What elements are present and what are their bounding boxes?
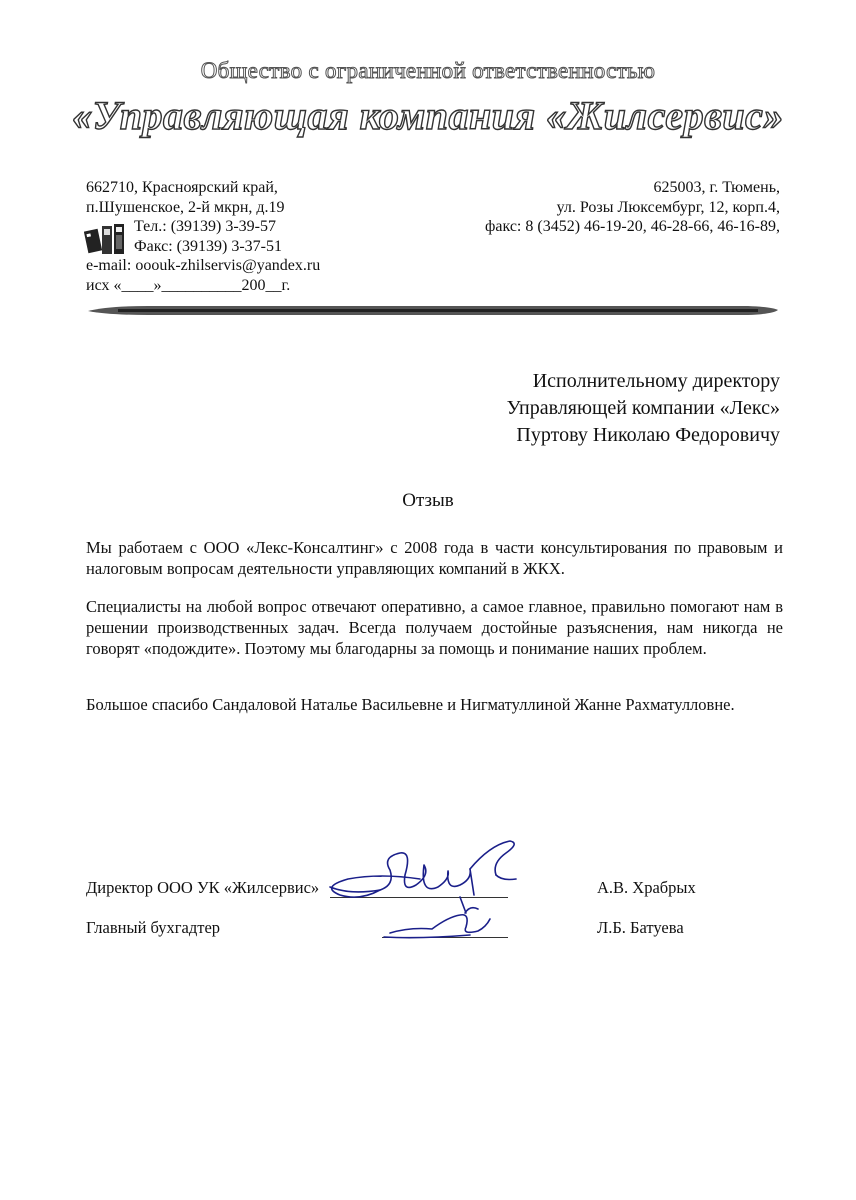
sender-address-line1: 662710, Красноярский край,	[86, 179, 278, 196]
director-name: А.В. Храбрых	[597, 878, 696, 897]
document-title: Отзыв	[402, 490, 454, 511]
director-label: Директор ООО УК «Жилсервис»	[86, 878, 320, 897]
body-paragraph-3: Большое спасибо Сандаловой Наталье Васильевне и Нигматуллиной Жанне Рахматулловне.	[86, 695, 735, 714]
body-paragraph-1: Мы работаем с ООО «Лекс-Консалтинг» с 2008 года в части консультирования по правовым и налоговым вопросам деятельности управляющих компаний в ЖКХ.	[86, 538, 783, 578]
recipient-address-line1: 625003, г. Тюмень,	[653, 179, 780, 196]
letterhead-org-name: «Управляющая компания «Жилсервис»	[72, 93, 784, 138]
addressee-position: Исполнительному директору	[532, 370, 780, 392]
accountant-name: Л.Б. Батуева	[597, 918, 684, 937]
outgoing-number: исх «____»__________200__г.	[86, 276, 291, 294]
addressee-name: Пуртову Николаю Федоровичу	[516, 424, 780, 446]
accountant-label: Главный бухгадтер	[86, 918, 221, 937]
addressee-block	[507, 368, 780, 449]
recipient-fax: факс: 8 (3452) 46-19-20, 46-28-66, 46-16-89,	[484, 218, 780, 235]
sender-email: e-mail: ooouk-zhilservis@yandex.ru	[86, 257, 321, 274]
recipient-address-line2: ул. Розы Люксембург, 12, корп.4,	[556, 198, 780, 216]
recipient-address	[485, 178, 780, 237]
phone-fax-icon	[84, 222, 126, 256]
letterhead-divider	[88, 303, 778, 317]
addressee-company: Управляющей компании «Лекс»	[506, 397, 780, 419]
sender-fax: Факс: (39139) 3-37-51	[134, 237, 282, 255]
sender-phone: Тел.: (39139) 3-39-57	[134, 218, 277, 235]
body-paragraph-2: Специалисты на любой вопрос отвечают оперативно, а самое главное, правильно помогают нам в решении производственных задач. Всегда получаем достойные разъяснения, нам никогда не говорят «подождите». Поэтому мы благодарны за помощь и понимание наших проблем.	[86, 597, 783, 658]
handwritten-signatures	[320, 835, 530, 945]
letterhead-org-type: Общество с ограниченной ответственностью	[200, 58, 656, 83]
sender-address-line2: п.Шушенское, 2-й мкрн, д.19	[86, 198, 285, 216]
